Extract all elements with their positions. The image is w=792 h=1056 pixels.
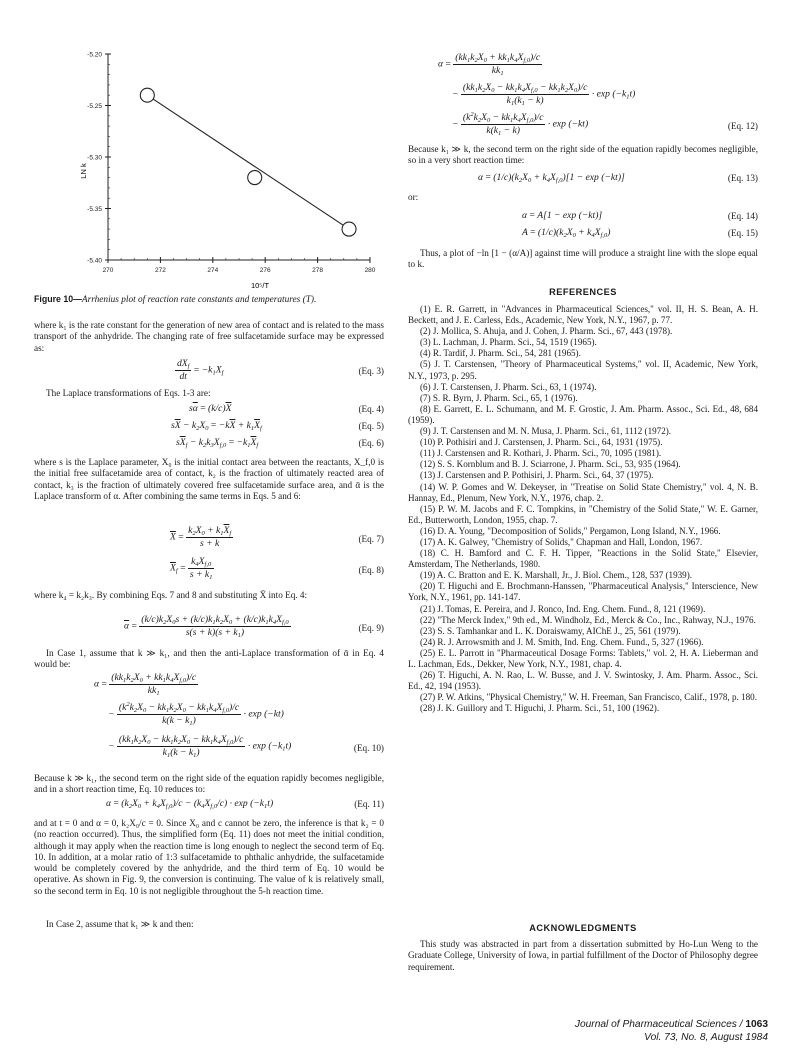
y-tick-label: -5.40 (87, 257, 102, 265)
fit-line (147, 95, 349, 229)
references-heading: REFERENCES (549, 287, 617, 297)
reference-item: (11) J. Carstensen and R. Kothari, J. Pharm. Sci., 70, 1095 (1981). (420, 448, 662, 459)
eq-number: (Eq. 10) (353, 743, 384, 753)
equation-10: α = $\frac{(kk_1k_2X_0 + kk_1k_4X_{f,0})/c}{kk_1}$ − $\frac{(k^2k_2X_0 - kk_1k_2X_0 - kk_1k_4X_{f,0})/c}{k(k - k_1)}$ · exp (−kt) − $\frac{(kk_1k_2X_0 - kk_1k_2X_0 - kk_1k_4X_{f,0})/c}{k_1(k - k_1)}$ · $\exp (-k_1t)$ (Eq. 10) (94, 672, 384, 759)
references-list (408, 304, 758, 714)
paragraph: and at t = 0 and α = 0, k₂X₀/c = 0. Since X₀ and c cannot be zero, the inference is that k₂ = 0 (no reaction occurred). Thus, the simplified form (Eq. 11) does not meet the initial condition, although it may apply when the reaction time is long enough to neglect the second term of Eq. 10. In addition, at a molar ratio of 1:3 sulfacetamide to phthalic anhydride, the sulfacetamide would be completely covered by the anhydride, and the third term of Eq. 10 would be operative. As shown in Fig. 9, the conversion is continuing. The value of k is relatively small, so the second term in Eq. 10 is not negligible throughout the 5-h reaction time. (34, 818, 384, 896)
acknowledgments-text: This study was abstracted in part from a dissertation submitted by Ho-Lun Weng to the Graduate College, University of Iowa, in partial fulfillment of the Doctor of Philosophy degree requirement. (408, 939, 758, 972)
y-tick-label: -5.20 (87, 51, 102, 59)
reference-item: (13) J. Carstensen and P. Pothisiri, J. Pharm. Sci., 64, 37 (1975). (420, 470, 654, 481)
reference-item: (1) E. R. Garrett, in "Advances in Pharmaceutical Sciences," vol. II, H. S. Bean, A. H. Beckett, and J. E. Carless, Eds., Academic, New York, N.Y., 1967, p. 77. (408, 304, 758, 326)
eq-number: (Eq. 4) (358, 404, 384, 414)
eq-number: (Eq. 11) (354, 799, 384, 809)
paragraph: where k₁ is the rate constant for the generation of new area of contact and is related to the mass transport of the anhydride. The changing rate of free sulfacetamide surface may be expressed as: (34, 320, 384, 353)
x-tick-label: 278 (312, 267, 324, 274)
eq-number: (Eq. 14) (727, 211, 758, 221)
acknowledgments-heading: ACKNOWLEDGMENTS (529, 923, 637, 933)
y-tick-label: -5.30 (87, 154, 102, 162)
reference-item: (23) S. S. Tamhankar and L. K. Doraiswamy, AIChE J., 25, 561 (1979). (420, 625, 681, 636)
figure-caption (34, 294, 384, 306)
reference-item: (10) P. Pothisiri and J. Carstensen, J. Pharm. Sci., 64, 1931 (1975). (420, 437, 663, 448)
reference-item: (9) J. T. Carstensen and M. N. Musa, J. Pharm. Sci., 61, 1112 (1972). (420, 426, 672, 437)
figure-caption-text: Arrhenius plot of reaction rate constants and temperatures (T). (81, 295, 317, 305)
eq-number: (Eq. 12) (727, 121, 758, 131)
reference-item: (24) R. J. Arrowsmith and J. M. Smith, Ind. Eng. Chem. Fund., 5, 327 (1966). (420, 636, 704, 647)
paragraph: Because k₁ ≫ k, the second term on the right side of the equation rapidly becomes negligible, so in a very short reaction time: (408, 144, 758, 166)
reference-item: (27) P. W. Atkins, "Physical Chemistry," W. H. Freeman, San Francisco, Calif., 1978, p. 180. (420, 692, 757, 703)
eq-number: (Eq. 8) (358, 565, 384, 575)
chart-ylabel: LN k (79, 163, 88, 179)
reference-item: (2) J. Mollica, S. Ahuja, and J. Cohen, J. Pharm. Sci., 67, 443 (1978). (420, 326, 673, 337)
reference-item: (25) E. L. Parrott in "Pharmaceutical Dosage Forms: Tablets," vol. 2, H. A. Lieberman and L. Lachman, Eds., Dekker, New York, N.Y., 1981, chap. 4. (408, 647, 758, 669)
reference-item: (26) T. Higuchi, A. N. Rao, L. W. Busse, and J. V. Swintosky, J. Am. Pharm. Assoc., Sci. Ed., 42, 194 (1953). (408, 670, 758, 692)
journal-name: Journal of Pharmaceutical Sciences / (574, 1019, 746, 1030)
reference-item: (15) P. W. M. Jacobs and F. C. Tompkins, in "Chemistry of the Solid State," W. E. Garner, Ed., Butterworth, London, 1955, chap. 7. (408, 503, 758, 525)
reference-item: (3) L. Lachman, J. Pharm. Sci., 54, 1519 (1965). (420, 337, 597, 348)
data-point (342, 222, 356, 236)
x-tick-label: 270 (102, 267, 114, 274)
issue-info: Vol. 73, No. 8, August 1984 (644, 1032, 768, 1043)
paragraph: where k₄ = k₂k₃. By combining Eqs. 7 and 8 and substituting X̄ into Eq. 4: (34, 590, 308, 600)
eq-number: (Eq. 6) (358, 438, 384, 448)
x-tick-label: 274 (207, 267, 219, 274)
reference-item: (28) J. K. Guillory and T. Higuchi, J. Pharm. Sci., 51, 100 (1962). (420, 703, 660, 714)
paragraph: Thus, a plot of −ln [1 − (α/A)] against time will produce a straight line with the slope equal to k. (408, 248, 758, 270)
reference-item: (16) D. A. Young, "Decomposition of Solids," Pergamon, Long Island, N.Y., 1966. (420, 525, 721, 536)
y-tick-label: -5.25 (87, 103, 102, 110)
eq-number: (Eq. 13) (727, 173, 758, 183)
equation-12: α = $\frac{(kk_1k_2X_0 + kk_1k_4X_{f,0})/c}{kk_1}$ − $\frac{(kk_1k_2X_0 - kk_1k_4X_{f,0} - kk_1k_2X_0)/c}{k_1(k_1 - k)}$ · $\exp (-k_1t)$ − $\frac{(k^2k_2X_0 - kk_1k_4X_{f,0})/c}{k(k_1 - k)}$ · exp (−kt) (Eq. 12) (438, 52, 758, 137)
reference-item: (21) J. Tomas, E. Pereira, and J. Ronco, Ind. Eng. Chem. Fund., 8, 121 (1969). (420, 603, 706, 614)
reference-item: (19) A. C. Bratton and E. K. Marshall, Jr., J. Biol. Chem., 128, 537 (1939). (420, 570, 693, 581)
reference-item: (5) J. T. Carstensen, "Theory of Pharmaceutical Systems," vol. II, Academic, New York, N.Y., 1973, p. 295. (408, 359, 758, 381)
paragraph: In Case 1, assume that k ≫ k₁, and then the anti-Laplace transformation of ᾱ in Eq. 4 would be: (34, 648, 384, 670)
figure-label: Figure 10— (34, 294, 82, 304)
reference-item: (8) E. Garrett, E. L. Schumann, and M. F. Grostic, J. Am. Pharm. Assoc., Sci. Ed., 48, 684 (1959). (408, 403, 758, 425)
paragraph: Because k ≫ k₁, the second term on the right side of the equation rapidly becomes negligible, and in a short reaction time, Eq. 10 reduces to: (34, 773, 384, 795)
eq-number: (Eq. 5) (358, 421, 384, 431)
arrhenius-chart (34, 46, 384, 336)
reference-item: (7) S. R. Byrn, J. Pharm. Sci., 65, 1 (1976). (420, 392, 578, 403)
reference-item: (14) W. P. Gomes and W. Dekeyser, in "Treatise on Solid State Chemistry," vol. 4, N. B. Hannay, Ed., Plenum, New York, N.Y., 1976, chap. 2. (408, 481, 758, 503)
x-tick-label: 280 (364, 267, 376, 274)
reference-item: (17) A. K. Galwey, "Chemistry of Solids," Chapman and Hall, London, 1967. (420, 536, 703, 547)
reference-item: (22) "The Merck Index," 9th ed., M. Windholz, Ed., Merck & Co., Inc., Rahway, N.J., 1976. (420, 614, 756, 625)
page-footer (520, 1018, 768, 1044)
chart-xlabel: 10⁵/T (250, 281, 270, 290)
y-tick-label: -5.35 (87, 206, 102, 213)
reference-item: (4) R. Tardif, J. Pharm. Sci., 54, 281 (1965). (420, 348, 581, 359)
data-point (248, 171, 262, 185)
paragraph: or: (408, 192, 419, 202)
x-tick-label: 276 (259, 267, 271, 274)
eq-number: (Eq. 7) (358, 534, 384, 544)
eq-number: (Eq. 9) (358, 623, 384, 633)
reference-item: (12) S. S. Kornblum and B. J. Sciarrone, J. Pharm. Sci., 53, 935 (1964). (420, 459, 681, 470)
paragraph: In Case 2, assume that k₁ ≫ k and then: (46, 919, 194, 929)
reference-item: (20) T. Higuchi and E. Brochmann-Hanssen, "Pharmaceutical Analysis," Interscience, New York, N.Y., 1961, pp. 141-147. (408, 581, 758, 603)
page-number: 1063 (745, 1019, 768, 1030)
paragraph: where s is the Laplace parameter, X₀ is the initial contact area between the reactants, X_f,0 is the initial free sulfacetamide area of contact, k₂ is the fraction of ultimately reacted area of contact, k₃ is the fraction of ultimately covered free sulfacetamide surface area, and ᾱ is the Laplace transform of α. After combining the same terms in Eqs. 5 and 6: (34, 457, 384, 501)
eq-number: (Eq. 15) (727, 228, 758, 238)
reference-item: (6) J. T. Carstensen, J. Pharm. Sci., 63, 1 (1974). (420, 381, 597, 392)
paragraph: The Laplace transformations of Eqs. 1-3 are: (46, 388, 211, 398)
eq-number: (Eq. 3) (358, 366, 384, 376)
reference-item: (18) C. H. Bamford and C. F. H. Tipper, "Reactions in the Solid State," Elsevier, Amsterdam, The Netherlands, 1980. (408, 548, 758, 570)
data-point (140, 88, 154, 102)
x-tick-label: 272 (154, 267, 166, 274)
